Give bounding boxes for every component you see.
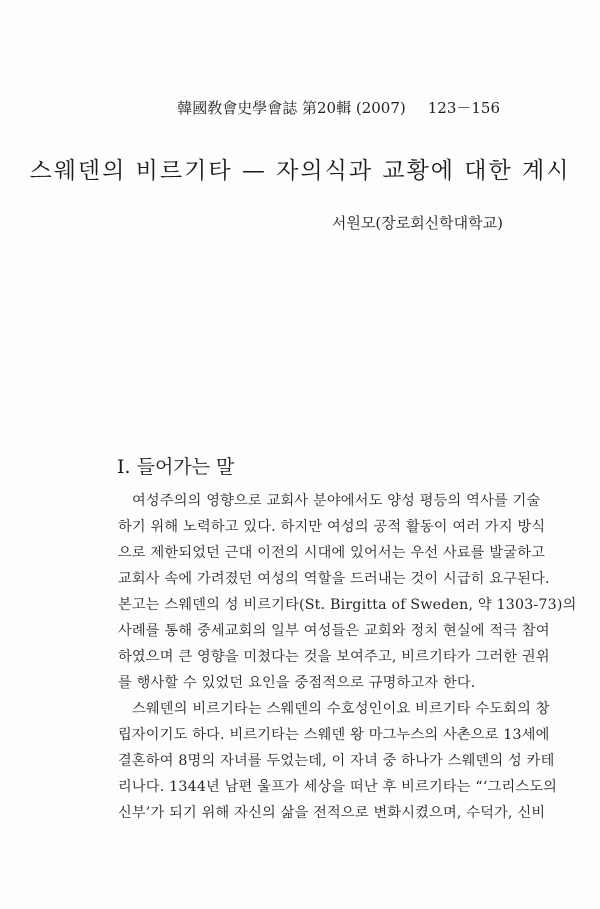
- text-line: 리나다. 1344년 남편 울프가 세상을 떠난 후 비르기타는 “‘그리스도의: [118, 779, 558, 795]
- section-heading: I. 들어가는 말: [117, 456, 235, 478]
- body-text: [118, 488, 577, 826]
- page-range: 123－156: [427, 99, 500, 117]
- author-affiliation: 서원모(장로회신학대학교): [331, 214, 503, 232]
- text-line: 립자이기도 하다. 비르기타는 스웨덴 왕 마그누스의 사촌으로 13세에: [118, 727, 550, 743]
- text-line: 사례를 통해 중세교회의 일부 여성들은 교회와 정치 현실에 적극 참여: [118, 623, 550, 639]
- text-line: 결혼하여 8명의 자녀를 두었는데, 이 자녀 중 하나가 스웨덴의 성 카테: [118, 753, 555, 769]
- text-line: 본고는 스웨덴의 성 비르기타(St. Birgitta of Sweden, 약 1303-73)의: [118, 597, 577, 613]
- text-line: 신부’가 되기 위해 자신의 삶을 전적으로 변화시켰으며, 수덕가, 신비: [118, 805, 546, 821]
- text-line: 여성주의의 영향으로 교회사 분야에서도 양성 평등의 역사를 기술: [132, 493, 541, 509]
- text-line: 하기 위해 노력하고 있다. 하지만 여성의 공적 활동이 여러 가지 방식: [118, 519, 546, 535]
- article-title: 스웨덴의 비르기타 — 자의식과 교황에 대한 계시: [29, 158, 571, 184]
- text-line: 를 행사할 수 있었던 요인을 중점적으로 규명하고자 한다.: [118, 675, 476, 691]
- journal-citation: 韓國敎會史學會誌 第20輯 (2007): [177, 99, 406, 117]
- paragraph: [118, 488, 577, 696]
- text-line: 교회사 속에 가려졌던 여성의 역할을 드러내는 것이 시급히 요구된다.: [118, 571, 550, 587]
- text-line: 하였으며 큰 영향을 미쳤다는 것을 보여주고, 비르기타가 그러한 권위: [118, 649, 550, 665]
- paragraph: [118, 696, 558, 826]
- text-line: 스웨덴의 비르기타는 스웨덴의 수호성인이요 비르기타 수도회의 창: [132, 701, 550, 717]
- text-line: 으로 제한되었던 근대 이전의 시대에 있어서는 우선 사료를 발굴하고: [118, 545, 546, 561]
- running-header: [0, 97, 500, 118]
